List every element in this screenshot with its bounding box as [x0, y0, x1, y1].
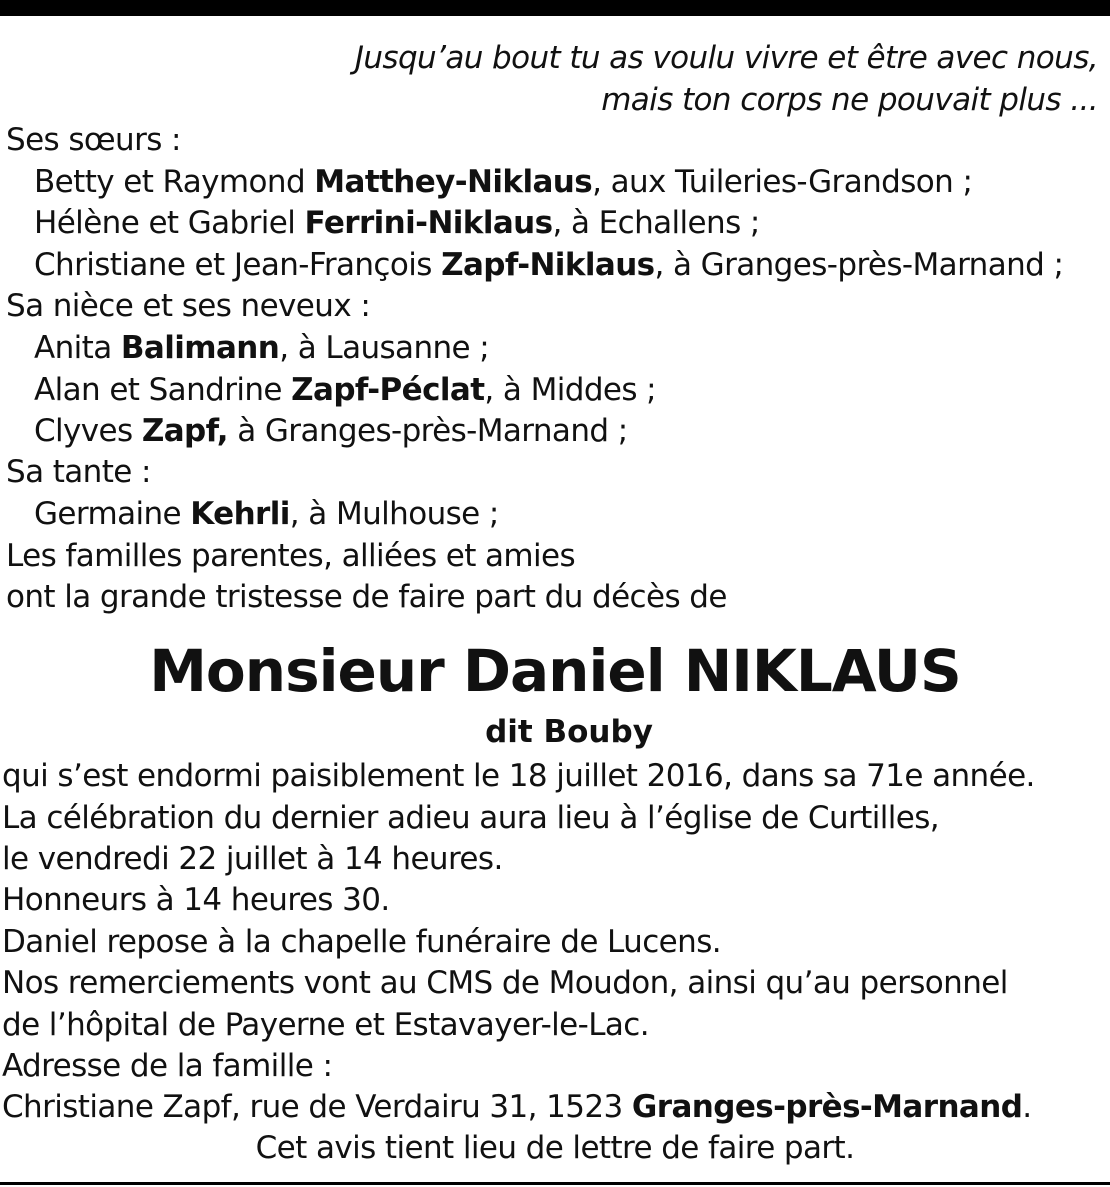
entry-surname: Zapf, [141, 413, 228, 449]
family-entry [34, 203, 760, 243]
family-address [2, 1087, 1032, 1127]
detail-line: Adresse de la famille : [2, 1048, 333, 1084]
family-entry [34, 411, 628, 451]
entry-first-names: Anita [34, 330, 121, 366]
entry-place: , à Lausanne ; [279, 330, 490, 366]
sisters-heading: Ses sœurs : [6, 122, 181, 158]
nieces-heading: Sa nièce et ses neveux : [6, 288, 371, 324]
closing-note: Cet avis tient lieu de lettre de faire part. [255, 1130, 855, 1166]
entry-place: , à Middes ; [484, 372, 657, 408]
quote-line-1: Jusqu’au bout tu as voulu vivre et être avec nous, [354, 40, 1098, 76]
detail-line: qui s’est endormi paisiblement le 18 juillet 2016, dans sa 71e année. [2, 758, 1035, 794]
families-line-1: Les familles parentes, alliées et amies [6, 538, 576, 574]
detail-line: le vendredi 22 juillet à 14 heures. [2, 841, 503, 877]
entry-first-names: Betty et Raymond [34, 164, 315, 200]
entry-surname: Zapf-Péclat [291, 372, 485, 408]
entry-place: à Granges-près-Marnand ; [227, 413, 628, 449]
entry-first-names: Germaine [34, 496, 191, 532]
entry-surname: Kehrli [190, 496, 290, 532]
entry-place: , à Granges-près-Marnand ; [654, 247, 1064, 283]
family-entry [34, 328, 489, 368]
detail-line: Honneurs à 14 heures 30. [2, 882, 390, 918]
entry-first-names: Alan et Sandrine [34, 372, 292, 408]
families-line-2: ont la grande tristesse de faire part du décès de [6, 579, 727, 615]
entry-surname: Matthey-Niklaus [314, 164, 593, 200]
entry-surname: Zapf-Niklaus [441, 247, 655, 283]
entry-first-names: Hélène et Gabriel [34, 205, 305, 241]
entry-surname: Balimann [120, 330, 280, 366]
detail-line: Nos remerciements vont au CMS de Moudon, ainsi qu’au personnel [2, 965, 1008, 1001]
quote-line-2: mais ton corps ne pouvait plus ... [601, 82, 1098, 118]
aunt-heading: Sa tante : [6, 454, 151, 490]
entry-first-names: Christiane et Jean-François [34, 247, 442, 283]
address-street: Christiane Zapf, rue de Verdairu 31, 1523 [2, 1089, 632, 1125]
deceased-name: Monsieur Daniel NIKLAUS [149, 637, 961, 705]
family-entry [34, 162, 972, 202]
entry-first-names: Clyves [34, 413, 142, 449]
deceased-nickname: dit Bouby [485, 714, 653, 750]
family-entry [34, 370, 656, 410]
family-entry [34, 494, 499, 534]
entry-place: , à Mulhouse ; [289, 496, 499, 532]
bottom-rule [0, 1182, 1110, 1185]
family-entry [34, 245, 1063, 285]
entry-place: , aux Tuileries-Grandson ; [592, 164, 973, 200]
detail-line: Daniel repose à la chapelle funéraire de Lucens. [2, 924, 721, 960]
entry-place: , à Echallens ; [552, 205, 760, 241]
address-town: Granges-près-Marnand [631, 1089, 1023, 1125]
detail-line: de l’hôpital de Payerne et Estavayer-le-Lac. [2, 1007, 650, 1043]
entry-surname: Ferrini-Niklaus [304, 205, 553, 241]
top-rule [0, 0, 1110, 16]
address-end: . [1022, 1089, 1032, 1125]
detail-line: La célébration du dernier adieu aura lieu à l’église de Curtilles, [2, 800, 940, 836]
